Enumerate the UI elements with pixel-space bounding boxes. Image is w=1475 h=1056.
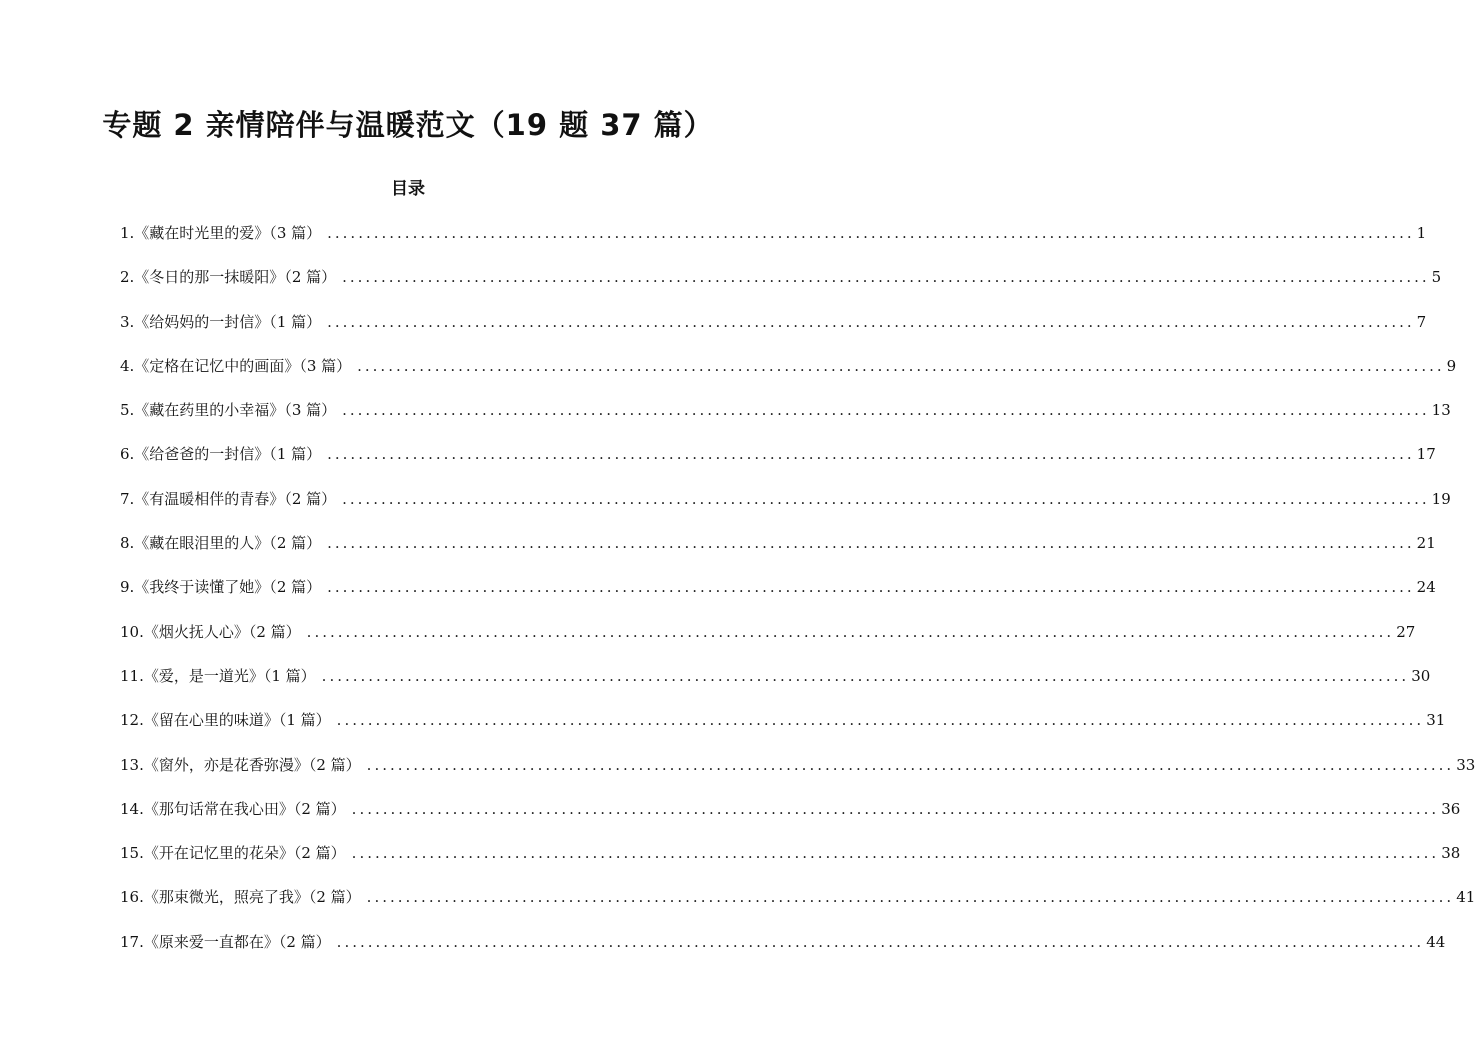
toc-entry[interactable]	[120, 532, 1436, 576]
toc-entry[interactable]	[120, 311, 1427, 355]
toc-entry-title[interactable]: 5.《藏在药里的小幸福》（3 篇）	[120, 401, 337, 420]
toc-entry-page-number[interactable]: 24	[1416, 578, 1436, 597]
table-of-contents	[120, 222, 1475, 975]
toc-entry-title[interactable]: 2.《冬日的那一抹暖阳》（2 篇）	[120, 268, 337, 287]
toc-entry-page-number[interactable]: 41	[1456, 888, 1475, 907]
toc-entry[interactable]	[120, 443, 1436, 487]
toc-entry[interactable]	[120, 266, 1442, 310]
toc-entry-page-number[interactable]: 30	[1411, 666, 1431, 685]
toc-entry-title[interactable]: 1.《藏在时光里的爱》（3 篇）	[120, 224, 322, 242]
toc-entry-title[interactable]: 13.《窗外，亦是花香弥漫》（2 篇）	[120, 755, 361, 774]
toc-entry-title[interactable]: 17.《原来爱一直都在》（2 篇）	[120, 932, 331, 951]
toc-entry-title[interactable]: 15.《开在记忆里的花朵》（2 篇）	[120, 844, 346, 863]
toc-entry-title[interactable]: 6.《给爸爸的一封信》（1 篇）	[120, 445, 322, 464]
dot-leader: ............................................................................................................................................	[327, 534, 1415, 553]
toc-entry-title[interactable]: 16.《那束微光，照亮了我》（2 篇）	[120, 888, 361, 907]
toc-entry-title[interactable]: 10.《烟火抚人心》（2 篇）	[120, 622, 301, 641]
dot-leader: ............................................................................................................................................	[351, 844, 1440, 863]
toc-entry-title[interactable]: 14.《那句话常在我心田》（2 篇）	[120, 799, 346, 818]
toc-entry[interactable]	[120, 665, 1431, 709]
toc-entry-title[interactable]: 8.《藏在眼泪里的人》（2 篇）	[120, 534, 322, 553]
dot-leader: ............................................................................................................................................	[336, 711, 1425, 730]
toc-entry[interactable]	[120, 931, 1446, 975]
toc-entry-page-number[interactable]: 19	[1431, 489, 1451, 508]
dot-leader: ............................................................................................................................................	[366, 755, 1455, 774]
dot-leader: ............................................................................................................................................	[336, 932, 1425, 951]
toc-entry[interactable]	[120, 842, 1461, 886]
toc-entry-page-number[interactable]: 7	[1416, 312, 1427, 331]
toc-entry[interactable]	[120, 886, 1475, 930]
toc-entry[interactable]	[120, 798, 1461, 842]
document-title: 专题 2 亲情陪伴与温暖范文（19 题 37 篇）	[102, 108, 714, 142]
toc-entry-title[interactable]: 4.《定格在记忆中的画面》（3 篇）	[120, 356, 352, 375]
toc-entry-title[interactable]: 9.《我终于读懂了她》（2 篇）	[120, 578, 322, 597]
dot-leader: ............................................................................................................................................	[306, 622, 1395, 641]
toc-entry[interactable]	[120, 709, 1446, 753]
toc-entry-page-number[interactable]: 1	[1416, 224, 1427, 242]
toc-entry[interactable]	[120, 754, 1475, 798]
toc-entry-page-number[interactable]: 5	[1431, 268, 1442, 287]
toc-entry-page-number[interactable]: 38	[1441, 844, 1461, 863]
toc-heading: 目录	[391, 179, 425, 199]
dot-leader: ............................................................................................................................................	[342, 489, 1430, 508]
toc-entry-page-number[interactable]: 33	[1456, 755, 1475, 774]
toc-entry-page-number[interactable]: 27	[1396, 622, 1416, 641]
toc-entry-page-number[interactable]: 36	[1441, 799, 1461, 818]
toc-entry-title[interactable]: 7.《有温暖相伴的青春》（2 篇）	[120, 489, 337, 508]
dot-leader: ............................................................................................................................................	[342, 401, 1430, 420]
toc-entry-page-number[interactable]: 44	[1426, 932, 1446, 951]
dot-leader: ............................................................................................................................................	[321, 666, 1410, 685]
dot-leader: ............................................................................................................................................	[327, 312, 1415, 331]
dot-leader: ............................................................................................................................................	[327, 224, 1415, 242]
toc-entry-page-number[interactable]: 21	[1416, 534, 1436, 553]
dot-leader: ............................................................................................................................................	[327, 578, 1415, 597]
toc-entry[interactable]	[120, 399, 1451, 443]
dot-leader: ............................................................................................................................................	[342, 268, 1430, 287]
toc-entry[interactable]	[120, 488, 1451, 532]
toc-entry-title[interactable]: 12.《留在心里的味道》（1 篇）	[120, 711, 331, 730]
toc-entry[interactable]	[120, 355, 1457, 399]
toc-entry[interactable]	[120, 222, 1427, 266]
toc-entry[interactable]	[120, 621, 1416, 665]
dot-leader: ............................................................................................................................................	[327, 445, 1415, 464]
toc-entry-page-number[interactable]: 9	[1446, 356, 1457, 375]
dot-leader: ............................................................................................................................................	[357, 356, 1445, 375]
toc-entry-page-number[interactable]: 31	[1426, 711, 1446, 730]
toc-entry-page-number[interactable]: 13	[1431, 401, 1451, 420]
toc-entry-page-number[interactable]: 17	[1416, 445, 1436, 464]
toc-entry-title[interactable]: 11.《爱，是一道光》（1 篇）	[120, 666, 316, 685]
dot-leader: ............................................................................................................................................	[366, 888, 1455, 907]
toc-entry-title[interactable]: 3.《给妈妈的一封信》（1 篇）	[120, 312, 322, 331]
dot-leader: ............................................................................................................................................	[351, 799, 1440, 818]
toc-entry[interactable]	[120, 576, 1436, 620]
